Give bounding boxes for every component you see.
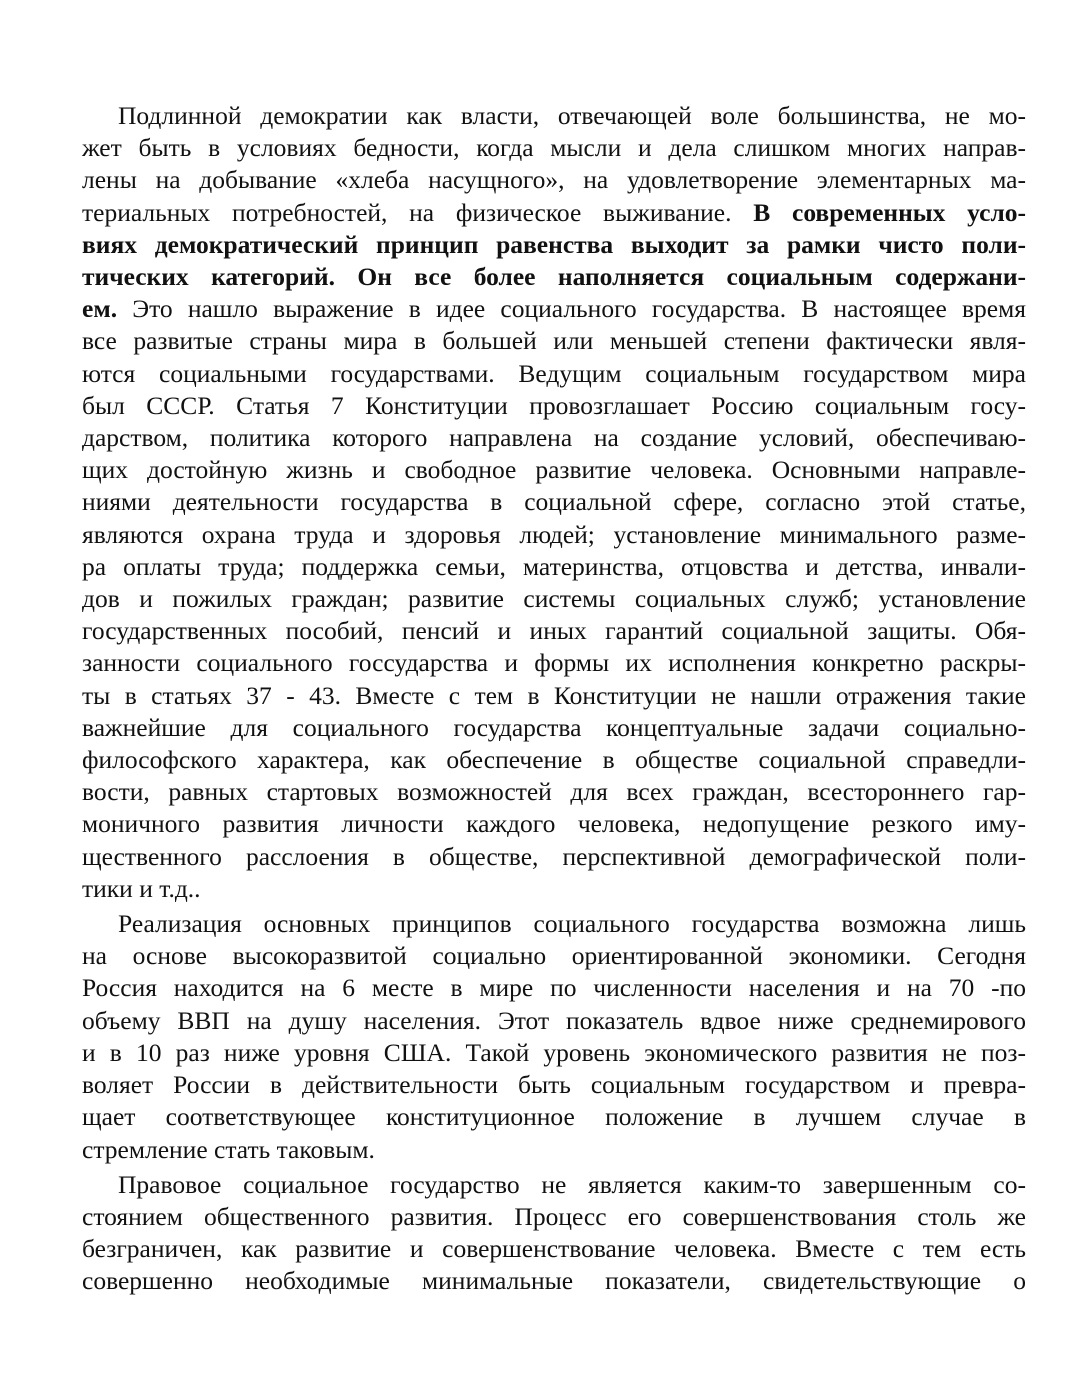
text-line xyxy=(82,615,1026,647)
paragraph xyxy=(82,1169,1026,1298)
text-run: дарством, политика которого направлена на создание условий, обеспечиваю- xyxy=(82,423,1026,453)
text-run: важнейшие для социального государства концептуальные задачи социально- xyxy=(82,712,1026,742)
text-line xyxy=(82,647,1026,679)
text-line xyxy=(82,1233,1026,1265)
text-line xyxy=(82,908,1026,940)
paragraph xyxy=(82,908,1026,1166)
text-run: являются охрана труда и здоровья людей; установление минимального разме- xyxy=(82,519,1026,549)
bold-text: виях демократический принцип равенства выходит за рамки чисто поли- xyxy=(82,229,1026,259)
text-line xyxy=(82,873,1026,905)
text-line xyxy=(82,486,1026,518)
text-run: Это нашло выражение в идее социального государства. В настоящее время xyxy=(117,294,1026,324)
text-line xyxy=(82,293,1026,325)
text-run: щает соответствующее конституционное положение в лучшем случае в xyxy=(82,1102,1026,1132)
text-run: Реализация основных принципов социального государства возможна лишь xyxy=(118,909,1026,939)
text-run: совершенно необходимые минимальные показатели, свидетельствующие о xyxy=(82,1266,1026,1296)
text-line xyxy=(82,454,1026,486)
text-run: ются социальными государствами. Ведущим социальным государством мира xyxy=(82,358,1026,388)
text-line xyxy=(82,940,1026,972)
text-line xyxy=(82,712,1026,744)
text-line xyxy=(82,1069,1026,1101)
bold-text: ем. xyxy=(82,294,118,324)
text-run: териальных потребностей, на физическое выживание. xyxy=(82,197,754,227)
text-run: вости, равных стартовых возможностей для всех граждан, всестороннего гар- xyxy=(82,777,1026,807)
text-line xyxy=(82,100,1026,132)
text-run: и в 10 раз ниже уровня США. Такой уровень экономического развития не поз- xyxy=(82,1037,1026,1067)
text-line xyxy=(82,164,1026,196)
text-run: тики и т.д.. xyxy=(82,873,201,903)
text-run: щественного расслоения в обществе, перспективной демографической поли- xyxy=(82,841,1026,871)
text-run: дов и пожилых граждан; развитие системы социальных служб; установление xyxy=(82,584,1026,614)
text-line xyxy=(82,1134,1026,1166)
text-line xyxy=(82,422,1026,454)
text-run: объему ВВП на душу населения. Этот показатель вдвое ниже среднемирового xyxy=(82,1005,1026,1035)
text-run: Россия находится на 6 месте в мире по численности населения и на 70 -по xyxy=(82,973,1026,1003)
paragraph xyxy=(82,100,1026,905)
text-run: безграничен, как развитие и совершенствование человека. Вместе с тем есть xyxy=(82,1234,1026,1264)
text-run: был СССР. Статья 7 Конституции провозглашает Россию социальным госу- xyxy=(82,390,1026,420)
text-run: ты в статьях 37 - 43. Вместе с тем в Конституции не нашли отражения такие xyxy=(82,680,1026,710)
text-line xyxy=(82,551,1026,583)
text-line xyxy=(82,808,1026,840)
text-line xyxy=(82,1265,1026,1297)
text-line xyxy=(82,680,1026,712)
text-run: Подлинной демократии как власти, отвечающей воле большинства, не мо- xyxy=(118,101,1026,130)
text-run: философского характера, как обеспечение в обществе социальной справедли- xyxy=(82,745,1026,775)
text-line xyxy=(82,1005,1026,1037)
text-line xyxy=(82,1037,1026,1069)
text-line xyxy=(82,519,1026,551)
text-run: занности социального госсударства и формы их исполнения конкретно раскры- xyxy=(82,648,1026,678)
text-line xyxy=(82,972,1026,1004)
text-line xyxy=(82,390,1026,422)
text-line xyxy=(82,197,1026,229)
document-body xyxy=(82,100,1026,1298)
text-run: все развитые страны мира в большей или меньшей степени фактически явля- xyxy=(82,326,1026,356)
text-run: моничного развития личности каждого человека, недопущение резкого иму- xyxy=(82,809,1026,839)
text-line xyxy=(82,1101,1026,1133)
text-line xyxy=(82,1169,1026,1201)
text-run: воляет России в действительности быть социальным государством и превра- xyxy=(82,1070,1026,1100)
text-run: ниями деятельности государства в социальной сфере, согласно этой статье, xyxy=(82,487,1026,517)
text-run: на основе высокоразвитой социально ориентированной экономики. Сегодня xyxy=(82,941,1026,971)
text-line xyxy=(82,776,1026,808)
text-run: государственных пособий, пенсий и иных гарантий социальной защиты. Обя- xyxy=(82,616,1026,646)
text-line xyxy=(82,229,1026,261)
text-run: щих достойную жизнь и свободное развитие человека. Основными направле- xyxy=(82,455,1026,485)
text-run: ра оплаты труда; поддержка семьи, материнства, отцовства и детства, инвали- xyxy=(82,551,1026,581)
text-line xyxy=(82,583,1026,615)
text-line xyxy=(82,841,1026,873)
text-run: стоянием общественного развития. Процесс его совершенствования столь же xyxy=(82,1201,1026,1231)
text-line xyxy=(82,261,1026,293)
text-run: стремление стать таковым. xyxy=(82,1134,375,1164)
text-line xyxy=(82,1201,1026,1233)
bold-text: тических категорий. Он все более наполняется социальным содержани- xyxy=(82,262,1026,292)
text-run: Правовое социальное государство не является каким-то завершенным со- xyxy=(118,1169,1026,1199)
bold-text: В современных усло- xyxy=(753,197,1027,227)
text-run: жет быть в условиях бедности, когда мысли и дела слишком многих направ- xyxy=(82,133,1026,163)
document-page xyxy=(82,100,1026,1298)
text-line xyxy=(82,132,1026,164)
text-line xyxy=(82,325,1026,357)
text-line xyxy=(82,744,1026,776)
text-line xyxy=(82,358,1026,390)
text-run: лены на добывание «хлеба насущного», на удовлетворение элементарных ма- xyxy=(82,165,1026,195)
